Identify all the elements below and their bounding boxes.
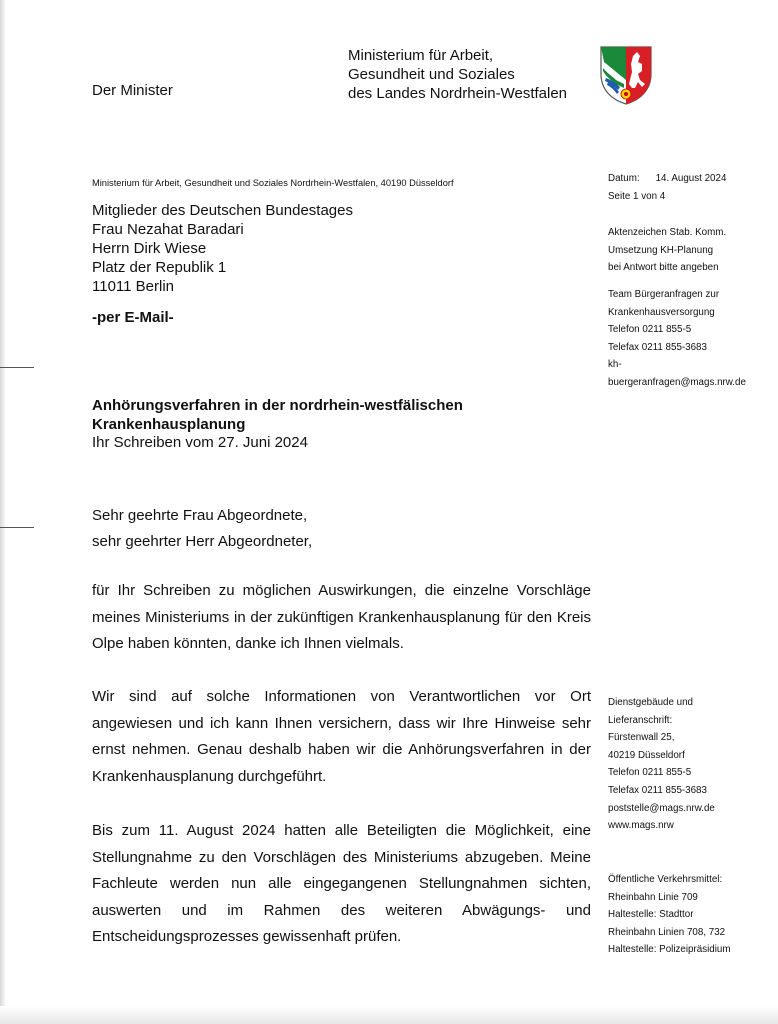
- subject-title: Krankenhausplanung: [92, 415, 246, 433]
- office-fax: Telefax 0211 855-3683: [608, 784, 707, 796]
- transport-line: Rheinbahn Linie 709: [608, 891, 698, 903]
- page-shadow-left: [0, 0, 6, 1024]
- salutation-line: sehr geehrter Herr Abgeordneter,: [92, 533, 313, 550]
- letter-subject: [92, 397, 463, 453]
- ministry-line: Gesundheit und Soziales: [348, 66, 515, 83]
- recipient-line: 11011 Berlin: [92, 278, 175, 295]
- delivery-note: -per E-Mail-: [92, 309, 174, 326]
- page-count: Seite 1 von 4: [608, 190, 666, 202]
- transport-line: Haltestelle: Stadttor: [608, 909, 694, 921]
- contact-email: buergeranfragen@mags.nrw.de: [608, 376, 746, 388]
- reference-line: Umsetzung KH-Planung: [608, 244, 714, 256]
- body-paragraph: für Ihr Schreiben zu möglichen Auswirkungen, die einzelne Vorschläge meines Ministeriums in der zukünftigen Krankenhausplanung für den Kreis Olpe haben könnten, danke ich Ihnen vielmals.: [92, 582, 591, 652]
- recipient-line: Platz der Republik 1: [92, 259, 227, 276]
- minister-title: Der Minister: [92, 82, 173, 99]
- sidebar-contact-block: [608, 286, 746, 392]
- sidebar-office-block: [608, 694, 715, 835]
- page-shadow-bottom: [0, 1006, 778, 1024]
- reference-line: Aktenzeichen Stab. Komm.: [608, 227, 727, 238]
- salutation: [92, 503, 312, 555]
- transport-line: Öffentliche Verkehrsmittel:: [608, 874, 723, 885]
- fold-mark-upper: [0, 367, 34, 368]
- reference-line: bei Antwort bitte angeben: [608, 262, 719, 274]
- contact-email: kh-: [608, 359, 622, 371]
- ministry-line: des Landes Nordrhein-Westfalen: [348, 85, 568, 102]
- office-line: Fürstenwall 25,: [608, 732, 675, 744]
- date-value: 14. August 2024: [655, 173, 727, 184]
- office-email: poststelle@mags.nrw.de: [608, 802, 715, 814]
- ministry-line: Ministerium für Arbeit,: [348, 47, 494, 64]
- fold-mark-lower: [0, 527, 34, 528]
- ministry-name: [348, 46, 567, 103]
- recipient-line: Mitglieder des Deutschen Bundestages: [92, 202, 353, 219]
- body-paragraph: Wir sind auf solche Informationen von Verantwortlichen vor Ort angewiesen und ich kann Ihnen versichern, dass wir Ihre Hinweise sehr ernst nehmen. Genau deshalb haben wir die Anhörungsverfahren in der Krankenhausplanung durchgeführt.: [92, 688, 591, 785]
- salutation-line: Sehr geehrte Frau Abgeordnete,: [92, 507, 308, 524]
- office-phone: Telefon 0211 855-5: [608, 767, 692, 779]
- sidebar-reference-block: [608, 224, 726, 277]
- contact-line: Krankenhausversorgung: [608, 306, 715, 318]
- transport-line: Rheinbahn Linien 708, 732: [608, 926, 726, 938]
- subject-title: Anhörungsverfahren in der nordrhein-westfälischen: [92, 397, 463, 414]
- sidebar-date-block: [608, 170, 726, 205]
- date-label: Datum:: [608, 173, 640, 184]
- sidebar-transport-block: [608, 871, 731, 959]
- recipient-address: [92, 201, 353, 296]
- recipient-line: Frau Nezahat Baradari: [92, 221, 244, 238]
- office-line: Dienstgebäude und: [608, 697, 693, 708]
- office-website: www.mags.nrw: [608, 820, 674, 832]
- contact-line: Team Bürgeranfragen zur: [608, 289, 720, 300]
- recipient-line: Herrn Dirk Wiese: [92, 240, 207, 257]
- subject-reference: Ihr Schreiben vom 27. Juni 2024: [92, 434, 308, 451]
- contact-phone: Telefon 0211 855-5: [608, 324, 692, 336]
- sender-return-address: Ministerium für Arbeit, Gesundheit und Soziales Nordrhein-Westfalen, 40190 Düsseldorf: [92, 178, 454, 188]
- nrw-coat-of-arms-icon: [598, 44, 654, 106]
- transport-line: Haltestelle: Polizeipräsidium: [608, 944, 731, 956]
- body-paragraph: Bis zum 11. August 2024 hatten alle Beteiligten die Möglichkeit, eine Stellungnahme zu den Vorschlägen des Ministeriums abzugeben. Meine Fachleute werden nun alle eingegangenen Stellungnahmen sichten, auswerten und im Rahmen des weiteren Abwägungs- und Entscheidungsprozesses gewissenhaft prüfen.: [92, 822, 591, 945]
- office-line: Lieferanschrift:: [608, 714, 673, 726]
- contact-fax: Telefax 0211 855-3683: [608, 341, 707, 353]
- office-line: 40219 Düsseldorf: [608, 749, 685, 761]
